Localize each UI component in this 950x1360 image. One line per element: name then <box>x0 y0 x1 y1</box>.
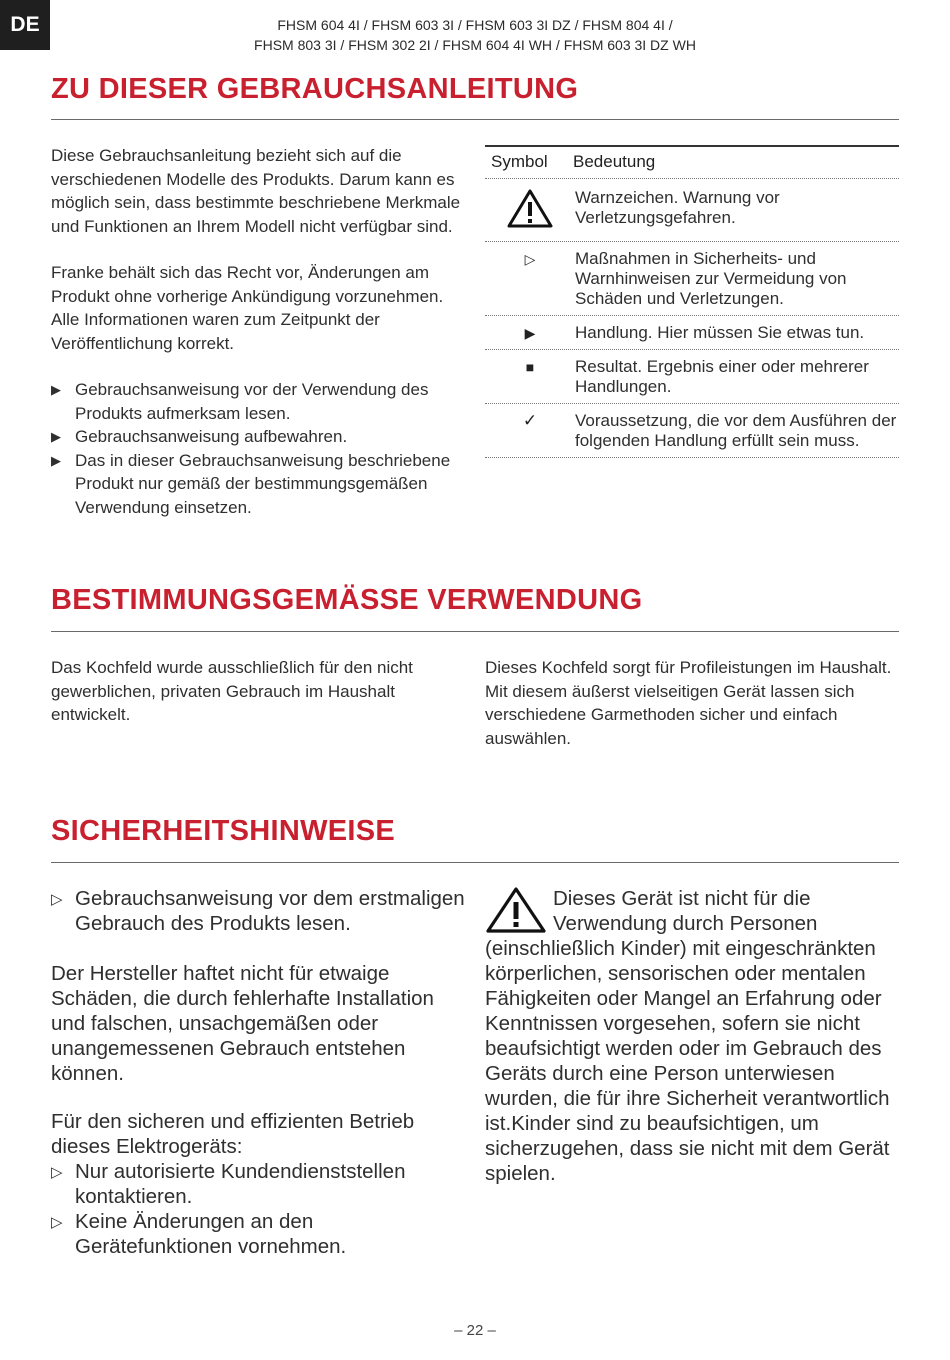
table-row <box>485 179 899 242</box>
symbol-meaning: Maßnahmen in Sicherheits- und Warnhinweisen zur Vermeidung von Schäden und Verletzungen. <box>575 249 847 308</box>
list-item: ▷ Nur autorisierte Kundendienststellen kontaktieren. <box>51 1160 406 1208</box>
symbol-meaning: Warnzeichen. Warnung vor Verletzungsgefahren. <box>575 188 780 227</box>
model-list <box>200 15 750 55</box>
column-header-meaning: Bedeutung <box>573 152 656 171</box>
filled-triangle-icon: ▶ <box>51 429 61 444</box>
list-item: ▶ Gebrauchsanweisung vor der Verwendung des Produkts aufmerksam lesen. <box>51 380 429 423</box>
section-title-manual: ZU DIESER GEBRAUCHSANLEITUNG <box>51 73 579 105</box>
table-row <box>485 350 899 404</box>
paragraph: Für den sicheren und effizienten Betrieb dieses Elektrogeräts: <box>51 1110 415 1158</box>
model-list-line-1: FHSM 604 4I / FHSM 603 3I / FHSM 603 3I DZ / FHSM 804 4I / <box>277 17 673 33</box>
paragraph: Franke behält sich das Recht vor, Änderungen am Produkt ohne vorherige Ankündigung vorzunehmen. Alle Informationen waren zum Zeitpunkt der Veröffentlichung korrekt. <box>51 263 444 353</box>
model-list-line-2: FHSM 803 3I / FHSM 302 2I / FHSM 604 4I WH / FHSM 603 3I DZ WH <box>254 37 696 53</box>
paragraph: Dieses Kochfeld sorgt für Profileistungen im Haushalt. Mit diesem äußerst vielseitigen Gerät lassen sich verschiedene Garmethoden sicher und einfach auswählen. <box>485 658 892 748</box>
symbol-table <box>485 145 899 458</box>
intended-use-left <box>51 656 446 727</box>
section-divider <box>51 631 899 632</box>
intended-use-right <box>485 656 895 750</box>
symbol-table-header <box>485 145 899 179</box>
table-row <box>485 404 899 458</box>
instruction-list <box>51 378 461 519</box>
square-icon: ■ <box>525 359 535 375</box>
warning-triangle-icon <box>485 886 547 934</box>
symbol-meaning: Resultat. Ergebnis einer oder mehrerer Handlungen. <box>575 357 869 396</box>
safety-list <box>51 1159 471 1259</box>
list-item: ▷ Keine Änderungen an den Gerätefunktionen vornehmen. <box>51 1210 347 1258</box>
filled-triangle-icon: ▶ <box>51 452 61 468</box>
section-title-intended-use: BESTIMMUNGSGEMÄSSE VERWENDUNG <box>51 584 643 616</box>
safety-left <box>51 886 471 1259</box>
column-header-symbol: Symbol <box>491 152 548 171</box>
outline-triangle-icon: ▷ <box>51 1214 63 1231</box>
outline-triangle-icon: ▷ <box>51 1164 63 1181</box>
list-item: ▶ Das in dieser Gebrauchsanweisung beschriebene Produkt nur gemäß der bestimmungsgemäßen Verwendung einsetzen. <box>51 450 451 517</box>
filled-triangle-icon: ▶ <box>524 325 536 341</box>
safety-warning <box>485 886 897 1186</box>
safety-instruction <box>51 886 471 936</box>
section-title-safety: SICHERHEITSHINWEISE <box>51 815 396 847</box>
outline-triangle-icon: ▷ <box>51 891 63 908</box>
table-row <box>485 316 899 350</box>
page-number: – 22 – <box>454 1322 496 1339</box>
manual-intro <box>51 144 461 519</box>
list-item: ▷ Gebrauchsanweisung vor dem erstmaligen Gebrauch des Produkts lesen. <box>51 887 465 935</box>
section-divider <box>51 862 899 863</box>
paragraph: Diese Gebrauchsanleitung bezieht sich auf die verschiedenen Modelle des Produkts. Darum kann es möglich sein, dass bestimmte beschriebene Merkmale und Funktionen an Ihrem Modell nicht verfügbar sind. <box>51 146 461 236</box>
table-row <box>485 242 899 316</box>
warning-triangle-icon <box>485 188 575 233</box>
symbol-meaning: Handlung. Hier müssen Sie etwas tun. <box>575 323 865 342</box>
symbol-meaning: Voraussetzung, die vor dem Ausführen der folgenden Handlung erfüllt sein muss. <box>575 411 897 450</box>
list-item: ▶ Gebrauchsanweisung aufbewahren. <box>51 425 461 449</box>
warning-text: Dieses Gerät ist nicht für die Verwendung durch Personen (einschließlich Kinder) mit eingeschränkten körperlichen, sensorischen oder mentalen Fähigkeiten oder Mangel an Erfahrung oder Kenntnissen vorgesehen, sofern sie nicht beaufsichtigt werden oder im Gebrauch des Geräts durch eine Person unterwiesen wurden, die für ihre Sicherheit verantwortlich ist.Kinder sind zu beaufsichtigen, um sicherzugehen, dass sie nicht mit dem Gerät spielen. <box>485 887 890 1185</box>
language-badge: DE <box>0 0 50 50</box>
outline-triangle-icon: ▷ <box>524 251 536 267</box>
paragraph: Das Kochfeld wurde ausschließlich für den nicht gewerblichen, privaten Gebrauch im Haushalt entwickelt. <box>51 658 413 724</box>
section-divider <box>51 119 899 120</box>
filled-triangle-icon: ▶ <box>51 382 61 397</box>
checkmark-icon: ✓ <box>522 411 538 430</box>
paragraph: Der Hersteller haftet nicht für etwaige Schäden, die durch fehlerhafte Installation und falschen, unsachgemäßen oder unangemessenen Gebrauch entstehen können. <box>51 962 434 1085</box>
